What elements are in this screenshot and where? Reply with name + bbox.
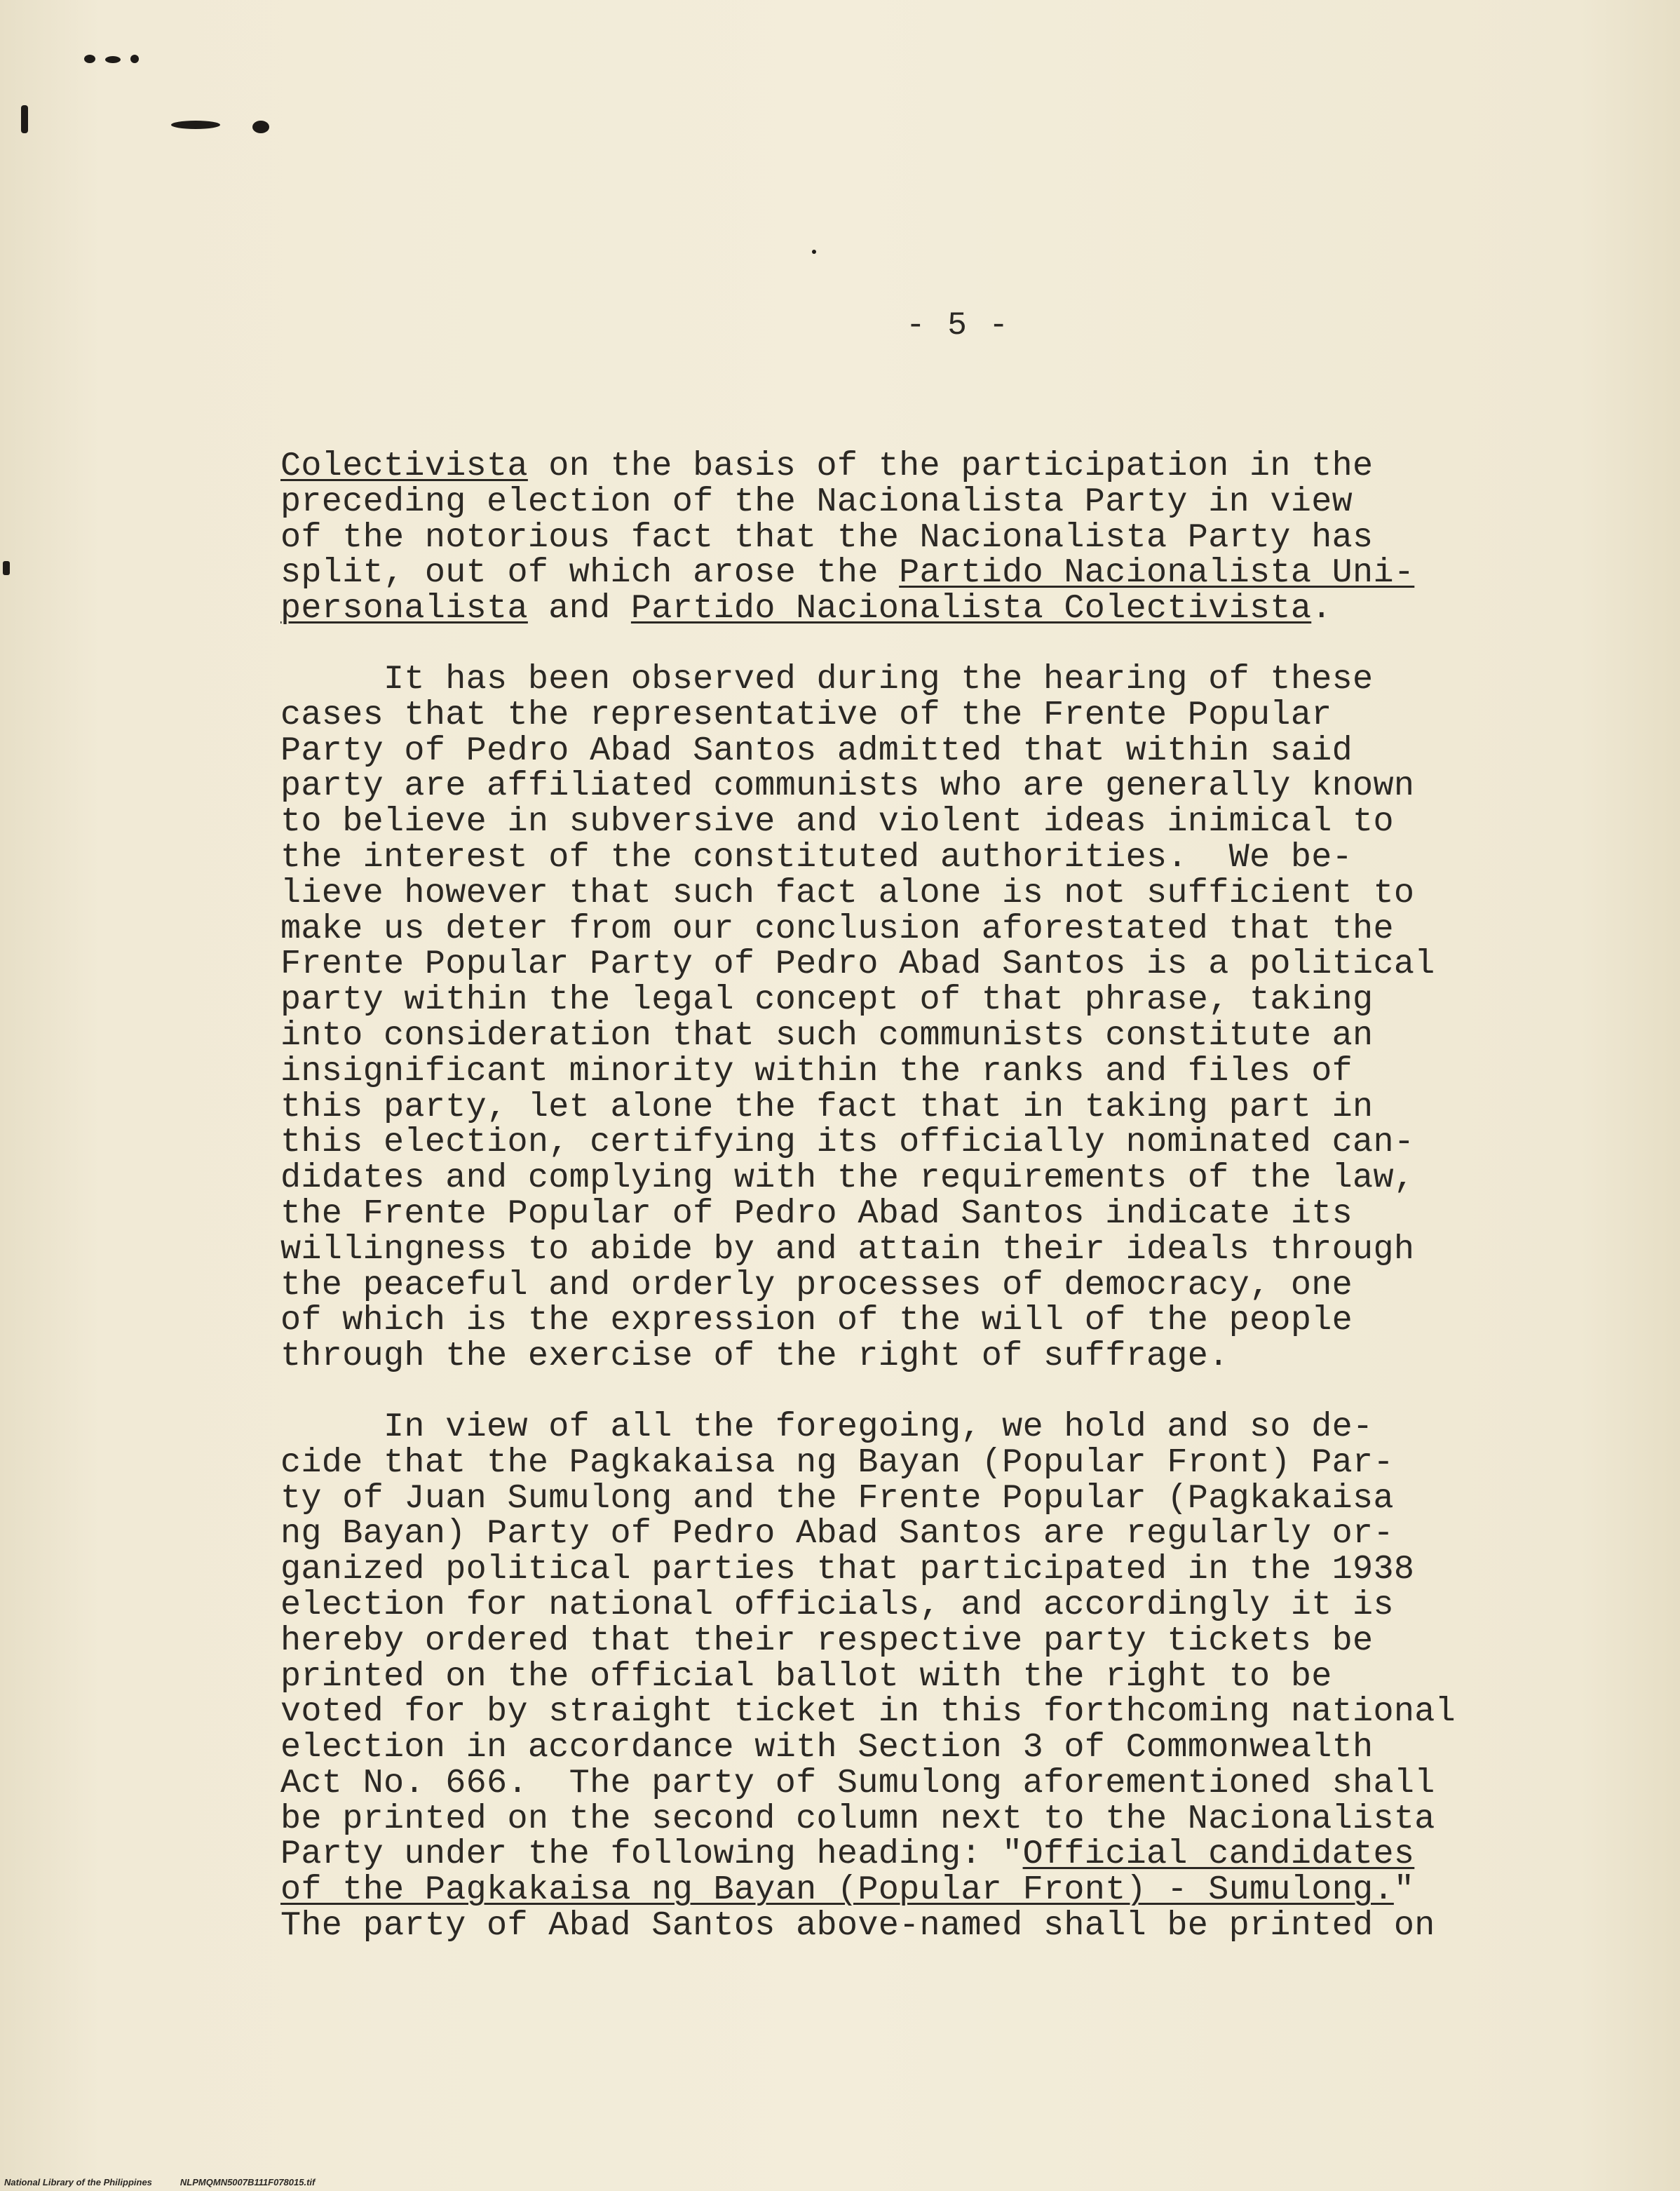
- text-line: In view of all the foregoing, we hold and so de-: [280, 1407, 1374, 1446]
- text-line: ty of Juan Sumulong and the Frente Popular (Pagkakaisa: [280, 1478, 1394, 1518]
- text-line: voted for by straight ticket in this forthcoming national: [280, 1692, 1456, 1732]
- text-span: on the basis of the participation in the: [527, 447, 1374, 485]
- underlined-term: Colectivista: [280, 447, 528, 485]
- text-line: of which is the expression of the will of the people: [280, 1301, 1353, 1340]
- punch-mark: [812, 250, 816, 254]
- text-span: Party under the following heading: ": [280, 1835, 1023, 1874]
- text-line: the peaceful and orderly processes of democracy, one: [280, 1265, 1353, 1305]
- archive-footer: [4, 2177, 315, 2187]
- text-line: party are affiliated communists who are generally known: [280, 767, 1415, 806]
- text-line: Frente Popular Party of Pedro Abad Santos is a political: [280, 945, 1435, 984]
- text-line: election in accordance with Section 3 of Commonwealth: [280, 1728, 1374, 1767]
- file-code: NLPMQMN5007B111F078015.tif: [179, 2177, 316, 2187]
- text-line: be printed on the second column next to the Nacionalista: [280, 1799, 1435, 1838]
- text-line: Party of Pedro Abad Santos admitted that within said: [280, 731, 1353, 770]
- library-name: National Library of the Philippines: [4, 2177, 152, 2187]
- text-line: [280, 1870, 1536, 1910]
- page-number: - 5 -: [906, 307, 1010, 344]
- text-line: through the exercise of the right of suffrage.: [280, 1337, 1229, 1376]
- text-line: ng Bayan) Party of Pedro Abad Santos are regularly or-: [280, 1514, 1394, 1553]
- underlined-term: Partido Nacionalista Colectivista: [630, 589, 1312, 628]
- text-line: insignificant minority within the ranks and files of: [280, 1051, 1353, 1091]
- text-line: didates and complying with the requirements of the law,: [280, 1159, 1415, 1198]
- underlined-heading: Official candidates: [1022, 1835, 1415, 1874]
- text-line: [280, 449, 1536, 485]
- text-line: into consideration that such communists constitute an: [280, 1016, 1374, 1055]
- text-line: the interest of the constituted authorities. We be-: [280, 837, 1353, 877]
- text-span: ": [1393, 1870, 1415, 1910]
- text-line: to believe in subversive and violent ideas inimical to: [280, 802, 1394, 842]
- document-body: [280, 449, 1536, 1944]
- text-line: printed on the official ballot with the right to be: [280, 1657, 1332, 1696]
- text-line: the Frente Popular of Pedro Abad Santos indicate its: [280, 1194, 1353, 1233]
- text-line: cide that the Pagkakaisa ng Bayan (Popular Front) Par-: [280, 1443, 1394, 1482]
- punch-mark: [3, 561, 10, 575]
- text-line: preceding election of the Nacionalista Party in view: [280, 482, 1353, 521]
- text-line: It has been observed during the hearing of these: [280, 659, 1374, 699]
- text-span: and: [527, 589, 631, 628]
- underlined-term: personalista: [280, 589, 528, 628]
- text-line: make us deter from our conclusion aforestated that the: [280, 909, 1394, 948]
- text-line: of the notorious fact that the Nacionalista Party has: [280, 518, 1374, 557]
- punch-mark: [21, 105, 28, 133]
- underlined-heading: of the Pagkakaisa ng Bayan (Popular Front) - Sumulong.: [280, 1870, 1394, 1910]
- punch-mark: [84, 55, 95, 63]
- text-span: .: [1311, 589, 1332, 628]
- text-line: this election, certifying its officially nominated can-: [280, 1123, 1415, 1162]
- punch-mark: [105, 56, 121, 63]
- text-line: election for national officials, and accordingly it is: [280, 1585, 1394, 1624]
- text-line: party within the legal concept of that phrase, taking: [280, 980, 1374, 1020]
- text-line: [280, 555, 1536, 591]
- text-line: [280, 1837, 1536, 1873]
- punch-mark: [252, 121, 269, 133]
- text-line: lieve however that such fact alone is not sufficient to: [280, 873, 1415, 912]
- text-line: hereby ordered that their respective party tickets be: [280, 1621, 1374, 1660]
- text-line: The party of Abad Santos above-named shall be printed on: [280, 1906, 1435, 1946]
- punch-mark: [171, 121, 220, 129]
- punch-mark: [130, 55, 139, 63]
- text-line: ganized political parties that participated in the 1938: [280, 1550, 1415, 1589]
- text-line: Act No. 666. The party of Sumulong aforementioned shall: [280, 1763, 1435, 1802]
- text-line: willingness to abide by and attain their ideals through: [280, 1229, 1415, 1269]
- text-span: split, out of which arose the: [280, 553, 900, 593]
- text-line: this party, let alone the fact that in taking part in: [280, 1087, 1374, 1126]
- underlined-term: Partido Nacionalista Uni-: [899, 553, 1415, 593]
- text-line: cases that the representative of the Frente Popular: [280, 695, 1332, 734]
- text-line: [280, 591, 1536, 627]
